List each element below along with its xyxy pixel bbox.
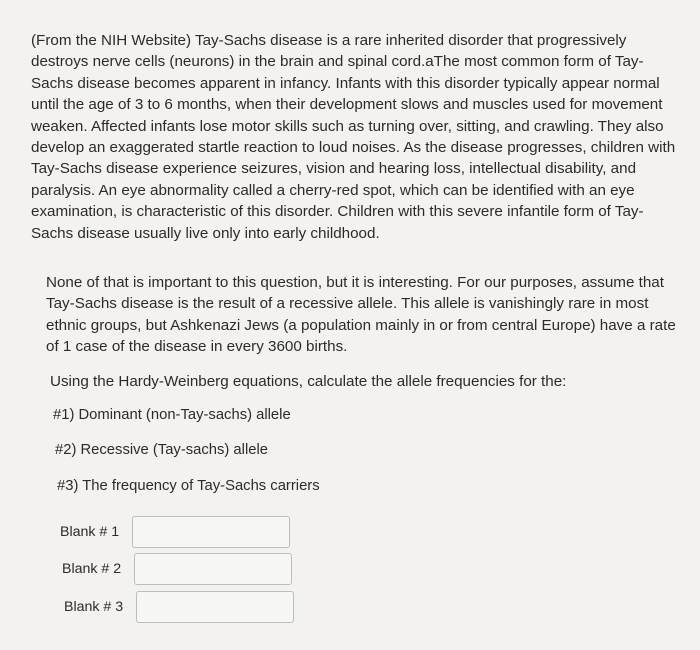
instruction-paragraph: Using the Hardy-Weinberg equations, calculate the allele frequencies for the: (50, 373, 567, 390)
blank-label-3: Blank # 3 (64, 599, 124, 615)
blank-row-1 (60, 516, 290, 548)
blank-input-2[interactable] (134, 553, 292, 585)
blank-label-2: Blank # 2 (62, 561, 122, 577)
question-item-carriers: #3) The frequency of Tay-Sachs carriers (57, 478, 320, 494)
intro-paragraph: (From the NIH Website) Tay-Sachs disease is a rare inherited disorder that progressively destroys nerve cells (neurons) in the brain and spinal cord.aThe most common form of Tay-Sachs disease becomes apparent in infancy. Infants with this disorder typically appear normal until the age of 3 to 6 months, when their development slows and muscles used for movement weaken. Affected infants lose motor skills such as turning over, sitting, and crawling. They also develop an exaggerated startle reaction to loud noises. As the disease progresses, children with Tay-Sachs disease experience seizures, vision and hearing loss, intellectual disability, and paralysis. An eye abnormality called a cherry-red spot, which can be identified with an eye examination, is characteristic of this disorder. Children with this severe infantile form of Tay-Sachs disease usually live only into early childhood. (31, 32, 676, 242)
blank-row-2 (62, 553, 292, 585)
context-paragraph: None of that is important to this question, but it is interesting. For our purposes, assume that Tay-Sachs disease is the result of a recessive allele. This allele is vanishingly rare in most ethnic groups, but Ashkenazi Jews (a population mainly in or from central Europe) have a rate of 1 case of the disease in every 3600 births. (46, 274, 676, 356)
blank-input-1[interactable] (132, 516, 290, 548)
blank-row-3 (64, 591, 294, 623)
blank-input-3[interactable] (136, 591, 294, 623)
question-item-recessive: #2) Recessive (Tay-sachs) allele (55, 442, 268, 458)
blank-label-1: Blank # 1 (60, 524, 120, 540)
question-item-dominant: #1) Dominant (non-Tay-sachs) allele (53, 407, 291, 423)
